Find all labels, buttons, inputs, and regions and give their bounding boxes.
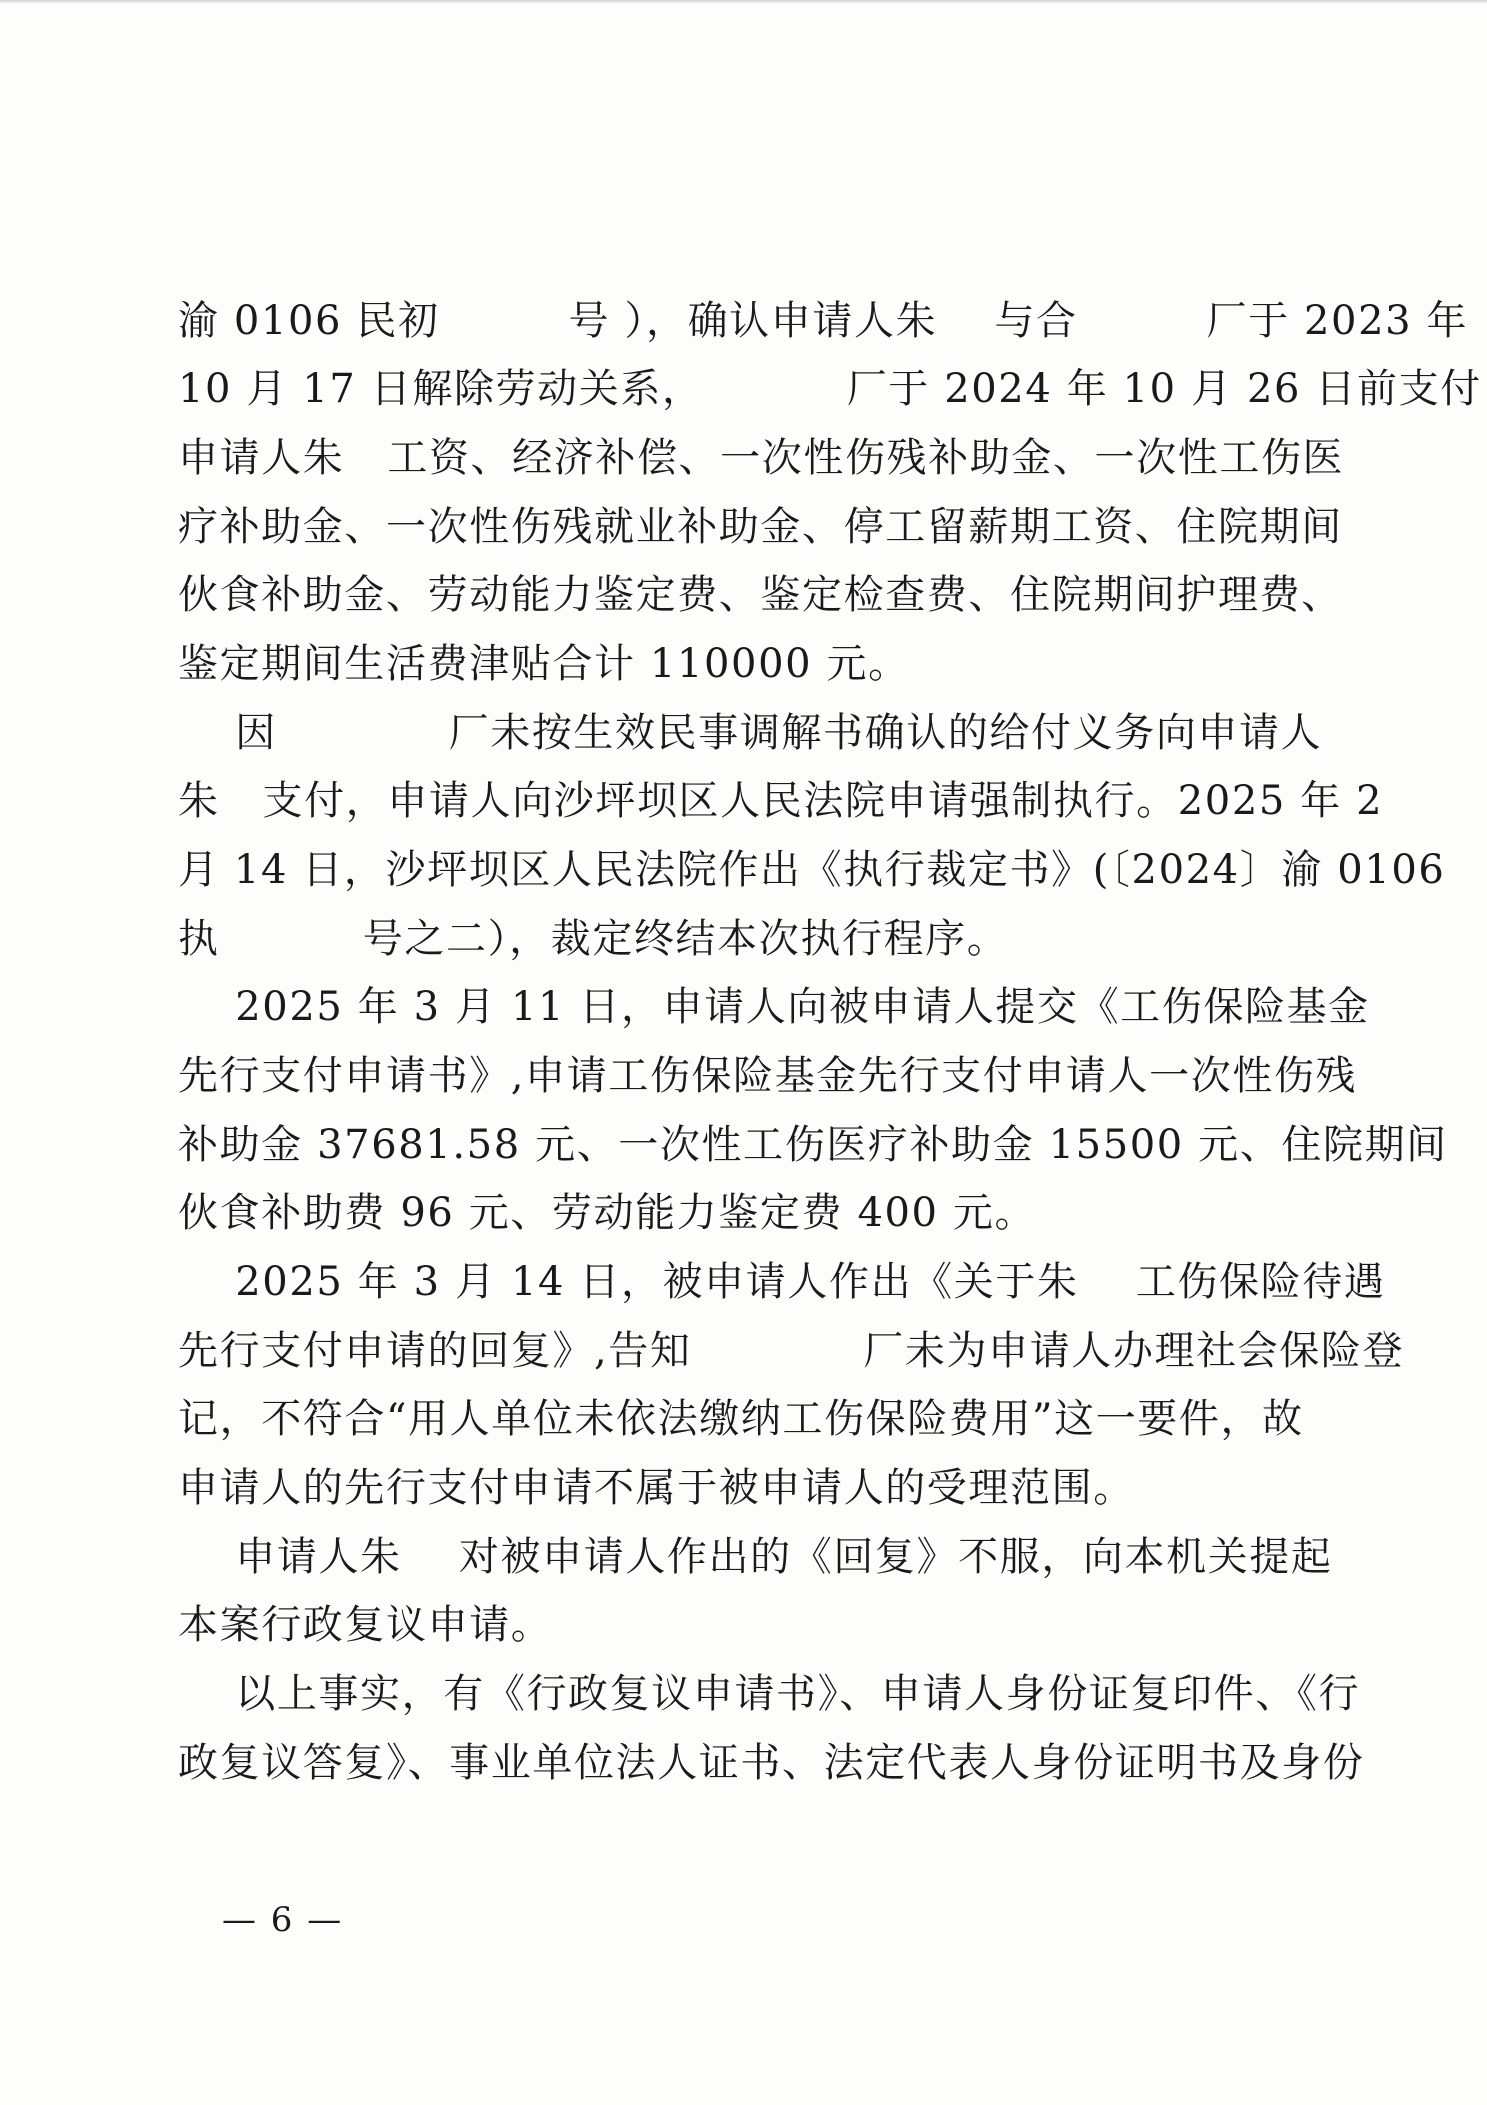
body-line: 2025 年 3 月 11 日，申请人向被申请人提交《工伤保险基金 <box>178 984 1370 1030</box>
body-line: 先行支付申请书》,申请工伤保险基金先行支付申请人一次性伤残 <box>178 1053 1358 1099</box>
body-line: 疗补助金、一次性伤残就业补助金、停工留薪期工资、住院期间 <box>178 504 1343 550</box>
body-line: 政复议答复》、事业单位法人证书、法定代表人身份证明书及身份 <box>178 1740 1365 1786</box>
body-line: 鉴定期间生活费津贴合计 110000 元。 <box>178 641 910 687</box>
body-line: 10 月 17 日解除劳动关系， 厂于 2024 年 10 月 26 日前支付 <box>178 366 1482 412</box>
body-line: 朱 支付，申请人向沙坪坝区人民法院申请强制执行。2025 年 2 <box>178 778 1384 824</box>
body-line: 伙食补助费 96 元、劳动能力鉴定费 400 元。 <box>178 1190 1037 1236</box>
body-line: 伙食补助金、劳动能力鉴定费、鉴定检查费、住院期间护理费、 <box>178 572 1343 618</box>
page-number: — 6 — <box>222 1900 344 1940</box>
page-top-edge <box>0 0 1487 4</box>
body-line: 渝 0106 民初 号 ），确认申请人朱 与合 厂于 2023 年 <box>178 298 1469 344</box>
body-line: 以上事实，有《行政复议申请书》、申请人身份证复印件、《行 <box>178 1671 1361 1717</box>
body-line: 本案行政复议申请。 <box>178 1602 553 1648</box>
body-line: 月 14 日，沙坪坝区人民法院作出《执行裁定书》(〔2024〕渝 0106 <box>178 847 1446 893</box>
body-line: 因 厂未按生效民事调解书确认的给付义务向申请人 <box>178 710 1323 756</box>
body-line: 申请人朱 对被申请人作出的《回复》不服，向本机关提起 <box>178 1534 1333 1580</box>
body-line: 申请人朱 工资、经济补偿、一次性伤残补助金、一次性工伤医 <box>178 435 1345 481</box>
body-line: 申请人的先行支付申请不属于被申请人的受理范围。 <box>178 1465 1135 1511</box>
body-line: 补助金 37681.58 元、一次性工伤医疗补助金 15500 元、住院期间 <box>178 1122 1448 1168</box>
body-line: 执 号之二），裁定终结本次执行程序。 <box>178 916 1009 962</box>
body-line: 先行支付申请的回复》,告知 厂未为申请人办理社会保险登 <box>178 1328 1405 1374</box>
body-line: 记，不符合“用人单位未依法缴纳工伤保险费用”这一要件，故 <box>178 1396 1304 1442</box>
body-line: 2025 年 3 月 14 日，被申请人作出《关于朱 工伤保险待遇 <box>178 1259 1386 1305</box>
